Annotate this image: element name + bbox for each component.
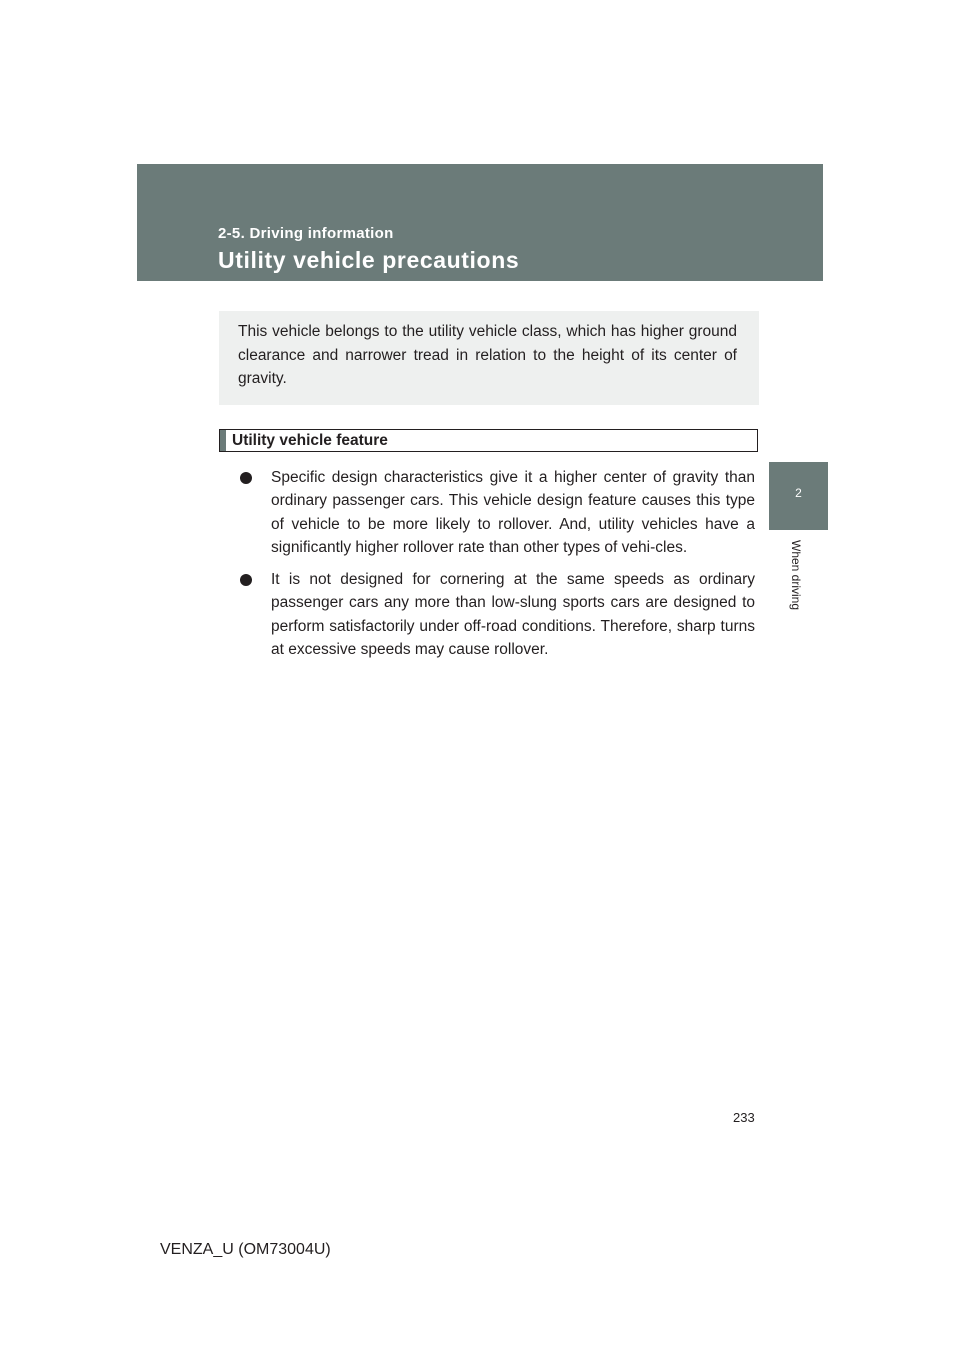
bullet-list [238,466,755,670]
intro-box [219,311,759,405]
subsection-bar [220,430,226,451]
chapter-tab-label: When driving [789,540,803,611]
list-item [238,568,755,661]
document-code: VENZA_U (OM73004U) [160,1241,331,1258]
intro-text: This vehicle belongs to the utility vehicle class, which has higher ground clearance and narrower tread in relation to the height of its center of gravity. [238,323,737,387]
chapter-tab-number: 2 [795,486,802,500]
list-item-text: Specific design characteristics give it a higher center of gravity than ordinary passenger cars. This vehicle design feature causes this type of vehicle to be more likely to rollover. And, utility vehicles have a significantly higher rollover rate than other types of vehi-cles. [271,469,755,556]
chapter-tab[interactable] [769,462,828,530]
page-number: 233 [733,1110,755,1125]
page-title: Utility vehicle precautions [218,247,520,273]
subsection-title: Utility vehicle feature [232,432,388,449]
bullet-dot-icon [240,472,252,484]
section-label: 2-5. Driving information [218,225,394,242]
bullet-dot-icon [240,574,252,586]
subsection-heading [219,429,758,452]
list-item [238,466,755,559]
list-item-text: It is not designed for cornering at the same speeds as ordinary passenger cars any more than low-slung sports cars are designed to perform satisfactorily under off-road conditions. Therefore, sharp turns at excessive speeds may cause rollover. [271,571,755,659]
